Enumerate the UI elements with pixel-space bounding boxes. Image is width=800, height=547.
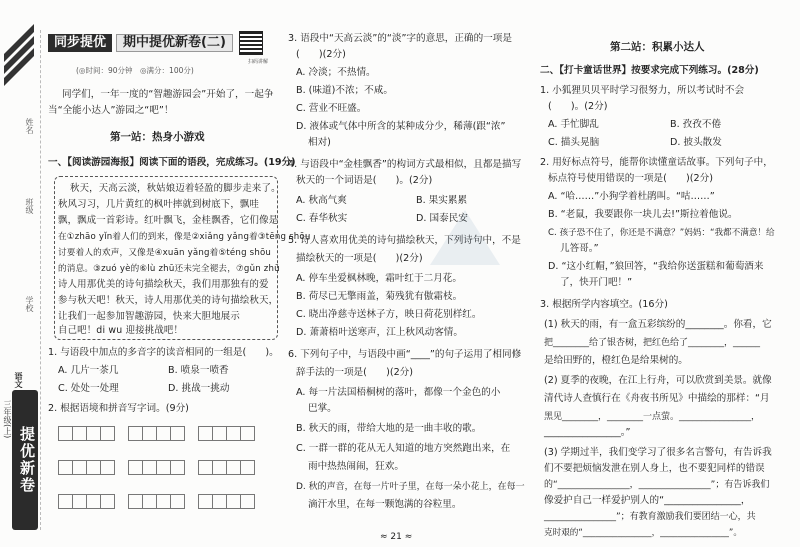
station1-title: 第一站：热身小游戏 [110,131,205,143]
watermark-mark [420,205,510,275]
intro-line-2: 当“全能小达人”游园之“吧”！ [48,105,174,116]
q5-option-a[interactable]: A. 停车坐爱枫林晚，霜叶红于二月花。 [296,273,462,284]
s2-q1-option-a[interactable]: A. 手忙脚乱 [548,119,599,130]
q3-stem-cont: ( )(2分) [296,49,346,60]
s2-q2-option-b[interactable]: B. “老鼠，我要跟你一块儿去!”斯拉着他说。 [548,209,738,220]
q6-option-b[interactable]: B. 秋天的雨，带给大地的是一曲丰收的歌。 [296,423,482,434]
qr-caption: 扫码讲解 [248,59,269,65]
q1-option-b[interactable]: B. 喷泉一喷香 [168,365,229,376]
q6-option-c[interactable]: C. 一群一群的花从无人知道的地方突然跑出来，在 [296,443,511,454]
s2-q3-stem: 3. 根据所学内容填空。(16分) [540,299,668,310]
q1-stem: 1. 与语段中加点的多音字的读音相同的一组是( )。 [48,347,279,358]
fill-line[interactable]: ________________”；有教育激励我们要团结一心，共 [544,512,756,522]
q6-option-a-cont: 巴掌。 [308,403,337,414]
exam-meta: (◎时间：90分钟 ◎满分：100分) [76,66,194,75]
fill-line: 是给田野的，橙红色是给果树的。 [544,355,688,366]
s2-q2-option-c[interactable]: C. 孩子恐不住了，你还是不满意？”妈妈：“我都不满意！给 [548,228,775,238]
s2-q2-option-a[interactable]: A. “哈……”小狗学着杜鹃叫。“咕……” [548,191,715,202]
fill-line[interactable]: 像爱护自己一样爱护别人的“________________， [544,495,751,506]
s2-q2-option-d[interactable]: D. “这小红帽，”狼回答，“我给你送蛋糕和葡萄酒来 [548,261,764,272]
passage-line: 讨要着人的欢声，又像是④xuān yǎng着⑤téng shōu [58,248,272,258]
fill-line: (3) 学期过半，我们变学习了很多名言警句，有告诉我 [544,447,772,458]
q6-stem-cont: 辞手法的一项是( )(2分) [296,367,414,378]
q3-option-a[interactable]: A. 冷淡；不热情。 [296,67,376,78]
passage-line: 秋天，天高云淡，秋姑娘迈着轻盈的脚步走来了。 [70,183,281,194]
q5-option-d[interactable]: D. 萧萧梧叶送寒声，江上秋风动客情。 [296,327,463,338]
name-label: 姓名 [25,118,34,134]
q5-stem-cont: 描绘秋天的一项是( )(2分) [296,253,423,264]
q1-option-a[interactable]: A. 几片一茶几 [58,365,119,376]
q6-option-c-cont: 雨中热热闹闹，狂欢。 [308,461,404,472]
passage-line: 飘，飘成一首彩诗。红叶飘飞，金桂飘香，它们像是 [58,215,279,226]
series-badge: 同步提优 [48,34,112,52]
s2-q1-stem: 1. 小狐狸贝贝平时学习很努力，所以考试时不会 [540,85,745,96]
s2-q1-option-c[interactable]: C. 描头晃脑 [548,137,600,148]
answer-grid[interactable] [198,426,254,441]
q3-option-c[interactable]: C. 营业不旺盛。 [296,103,367,114]
page-number [380,532,412,542]
answer-grid[interactable] [198,494,254,509]
station2-title: 第二站：积累小达人 [610,41,705,53]
page-number-right-ornament: ≈ [401,532,413,542]
q3-option-d-cont: 相对) [308,137,331,148]
answer-grid[interactable] [128,426,184,441]
grade-label: 三年级(上) [3,400,12,439]
sheet-title: 期中提优新卷(二) [116,34,233,52]
s2-q2-stem: 2. 用好标点符号，能帮你读懂童话故事。下列句子中， [540,157,773,168]
passage-line: 参与秋天吧！秋天，诗人用那优美的诗句描绘秋天， [58,295,279,306]
intro-line-1: 同学们，一年一度的“智趣游园会”开始了，一起争 [62,89,274,100]
answer-grid[interactable] [58,460,114,475]
binding-strip [0,0,44,547]
q6-option-d[interactable]: D. 秋的声音，在每一片叶子里，在每一朵小花上，在每一 [296,482,525,492]
passage-line: 在①zhāo yǐn着人们的到来，像是②xiǎng yǎng着③tēng shōu [58,232,311,242]
q6-option-a[interactable]: A. 每一片法国梧桐树的落叶，都像一个金色的小 [296,387,501,398]
class-label: 班级 [25,198,34,214]
passage-line: 诗人用那优美的诗句描绘秋天，我们用那独有的爱 [58,279,269,290]
fold-line [40,30,41,530]
s2-q1-option-b[interactable]: B. 孜孜不倦 [670,119,722,130]
q3-stem: 3. 语段中“天高云淡”的“淡”字的意思，正确的一项是 [288,33,512,44]
q6-stem: 6. 下列句子中，与语段中画“____”的句子运用了相同修 [288,349,522,360]
answer-grid[interactable] [58,426,114,441]
fill-line[interactable]: 黑见________，________一点萤。________________， [544,412,761,422]
q2-stem: 2. 根据语境和拼音写字词。(9分) [48,403,189,414]
s2-q2-option-c-cont: 儿答哥。” [560,243,599,254]
section1-heading: 一、【阅读游园海报】阅读下面的语段，完成练习。(19分) [48,157,296,168]
sheet-header [48,32,263,54]
q4-stem: 4. 与语段中“金桂飘香”的构词方式最相似，且都是描写 [288,159,522,170]
q4-option-d[interactable]: D. 国泰民安 [416,213,468,224]
page-number-left-ornament: ≈ [380,532,391,542]
subject-label: 语文 [14,372,23,388]
q6-option-d-cont: 滴汗水里，在每一颗饱满的谷粒里。 [308,499,462,510]
stripes-decoration [4,24,34,94]
fill-line[interactable]: 的“________________，________________”；有告诉我们 [544,480,770,490]
fill-line: 清代诗人查慎行在《舟夜书所见》中描绘的那样：“月 [544,393,770,404]
answer-grid[interactable] [128,460,184,475]
section2-heading: 二、【打卡童话世界】按要求完成下列练习。(28分) [540,65,759,76]
fill-line: (2) 夏季的夜晚，在江上行舟，可以欣赏到美景。就像 [544,375,772,386]
s2-q2-option-d-cont: 了，快开门吧！” [560,277,633,288]
q4-option-b[interactable]: B. 果实累累 [416,195,468,206]
q5-option-c[interactable]: C. 晓出净慈寺送林子方，映日荷花别样红。 [296,309,482,320]
answer-grid[interactable] [128,494,184,509]
fill-line[interactable]: 把________给了银杏树，把红色给了________，______ [544,338,761,348]
fill-line[interactable]: ________________。” [544,427,631,438]
q5-option-b[interactable]: B. 荷尽已无擎雨盖，菊残犹有傲霜枝。 [296,291,463,302]
brand-logo: 提优新卷 [12,390,38,530]
s2-q1-option-d[interactable]: D. 披头散发 [670,137,722,148]
passage-line: 秋风习习，几片黄红的枫叶摔就到树底下，飘哇 [58,199,260,210]
fill-line: 们不要把烦恼发泄在别人身上，也不要犯同样的错误 [544,463,765,474]
passage-line: 让我们一起参加智趣游园，快来大胆地展示 [58,311,240,322]
answer-grid[interactable] [58,494,114,509]
s2-q2-stem-cont: 标点符号使用错误的一项是( )(2分) [548,173,713,184]
page-number-value: 21 [390,532,402,542]
qr-code-icon [239,31,263,55]
fill-line[interactable]: (1) 秋天的雨，有一盒五彩缤纷的________。你看，它 [544,319,772,330]
q4-option-a[interactable]: A. 秋高气爽 [296,195,347,206]
school-label: 学校 [25,296,34,312]
q1-option-d[interactable]: D. 挑战一挑动 [168,383,230,394]
passage-line: 自己吧！di wu 迎接挑战吧！ [58,325,184,336]
q4-stem-cont: 秋天的一个词语是( )。(2分) [296,175,433,186]
q1-option-c[interactable]: C. 处处一处理 [58,383,119,394]
q5-stem: 5. 诗人喜欢用优美的诗句描绘秋天，下列诗句中，不是 [288,235,521,246]
q3-option-b[interactable]: B. (味道)不浓；不咸。 [296,85,393,96]
q4-option-c[interactable]: C. 春华秋实 [296,213,348,224]
q3-option-d[interactable]: D. 液体或气体中所含的某种成分少，稀薄(跟“浓” [296,121,506,132]
answer-grid[interactable] [198,460,254,475]
passage-line: 的消息。③zuó yè的⑥lù zhū还未完全褪去，⑦gǔn zhū [58,264,280,274]
s2-q1-stem-cont: ( )。(2分) [548,101,608,112]
fill-line[interactable]: 克时艰的“________________，________________”。 [544,528,742,538]
